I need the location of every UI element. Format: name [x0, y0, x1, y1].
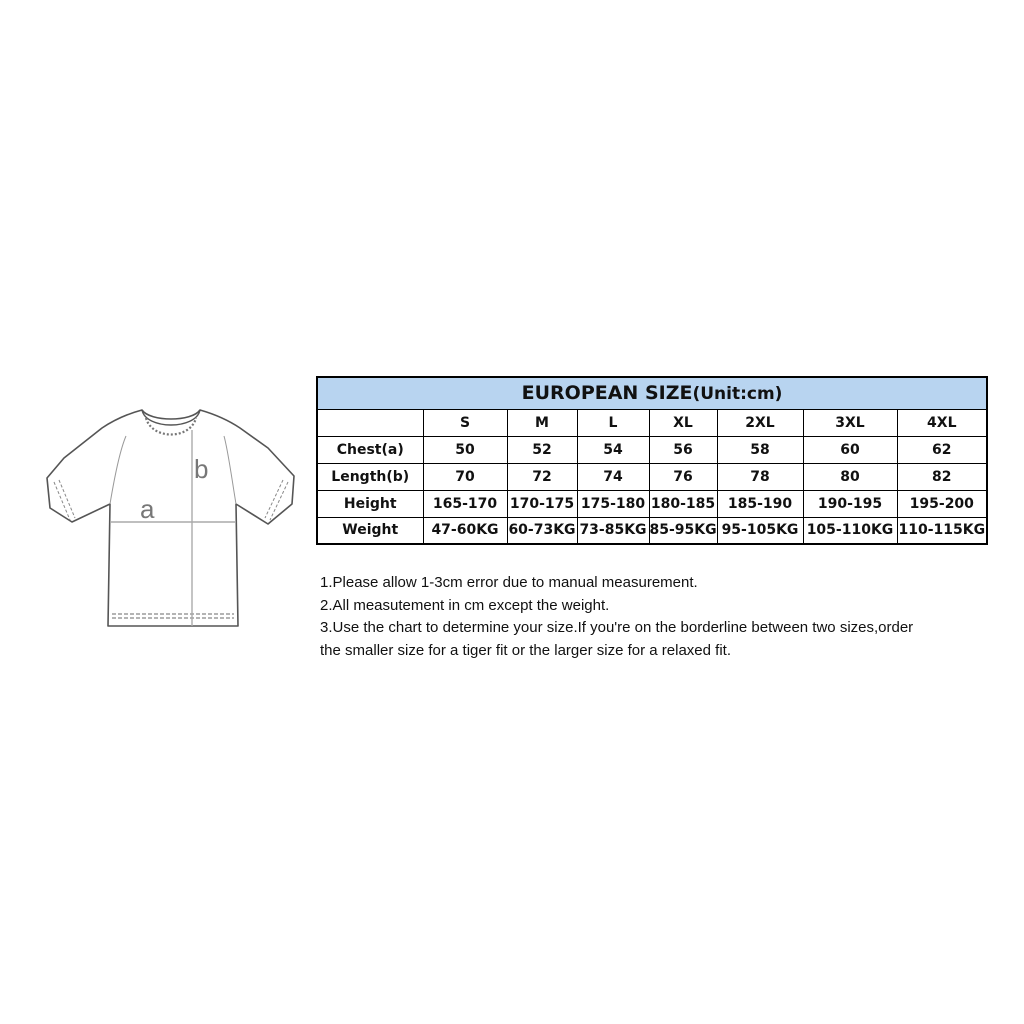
row-label: Chest(a)	[317, 436, 423, 463]
table-cell: 50	[423, 436, 507, 463]
size-header: 2XL	[717, 409, 803, 436]
table-cell: 190-195	[803, 490, 897, 517]
tshirt-diagram	[42, 400, 298, 636]
table-title-main: EUROPEAN SIZE	[521, 382, 693, 405]
table-cell: 72	[507, 463, 577, 490]
size-header: L	[577, 409, 649, 436]
note-line: 1.Please allow 1-3cm error due to manual measurement.	[320, 574, 698, 591]
table-row-height	[317, 490, 987, 517]
note-line: 2.All measutement in cm except the weight.	[320, 596, 610, 614]
table-cell: 56	[649, 436, 717, 463]
size-chart-table	[316, 376, 988, 545]
table-cell: 110-115KG	[897, 517, 987, 544]
row-label: Height	[317, 490, 423, 517]
table-cell: 185-190	[717, 490, 803, 517]
table-cell: 78	[717, 463, 803, 490]
table-cell: 74	[577, 463, 649, 490]
chest-label: a	[140, 494, 155, 524]
table-cell: 76	[649, 463, 717, 490]
note-line: the smaller size for a tiger fit or the larger size for a relaxed fit.	[320, 641, 731, 659]
table-cell: 52	[507, 436, 577, 463]
table-row-length	[317, 463, 987, 490]
table-cell: 82	[897, 463, 987, 490]
table-cell: 170-175	[507, 490, 577, 517]
tshirt-outline	[47, 410, 294, 626]
table-cell: 85-95KG	[649, 517, 717, 544]
table-cell: 80	[803, 463, 897, 490]
table-cell: 195-200	[897, 490, 987, 517]
table-cell: 175-180	[577, 490, 649, 517]
note-line: 3.Use the chart to determine your size.If you're on the borderline between two sizes,order	[320, 619, 914, 636]
table-title-row	[317, 377, 987, 409]
size-header: XL	[649, 409, 717, 436]
table-title	[317, 377, 987, 409]
size-notes	[320, 572, 1000, 662]
length-label: b	[194, 454, 209, 484]
table-row-chest	[317, 436, 987, 463]
row-label: Weight	[317, 517, 423, 544]
table-cell: 62	[897, 436, 987, 463]
table-cell: 73-85KG	[577, 517, 649, 544]
size-header: M	[507, 409, 577, 436]
table-cell: 58	[717, 436, 803, 463]
table-cell: 95-105KG	[717, 517, 803, 544]
table-cell: 180-185	[649, 490, 717, 517]
size-header: 4XL	[897, 409, 987, 436]
size-header: S	[423, 409, 507, 436]
table-title-unit: (Unit:cm)	[692, 384, 783, 405]
table-cell: 70	[423, 463, 507, 490]
table-cell: 165-170	[423, 490, 507, 517]
table-row-weight	[317, 517, 987, 544]
size-header-row	[317, 409, 987, 436]
table-cell: 60-73KG	[507, 517, 577, 544]
header-corner-cell	[317, 409, 423, 436]
size-header: 3XL	[803, 409, 897, 436]
table-cell: 60	[803, 436, 897, 463]
table-cell: 54	[577, 436, 649, 463]
table-cell: 47-60KG	[423, 517, 507, 544]
table-cell: 105-110KG	[803, 517, 897, 544]
row-label: Length(b)	[317, 463, 423, 490]
